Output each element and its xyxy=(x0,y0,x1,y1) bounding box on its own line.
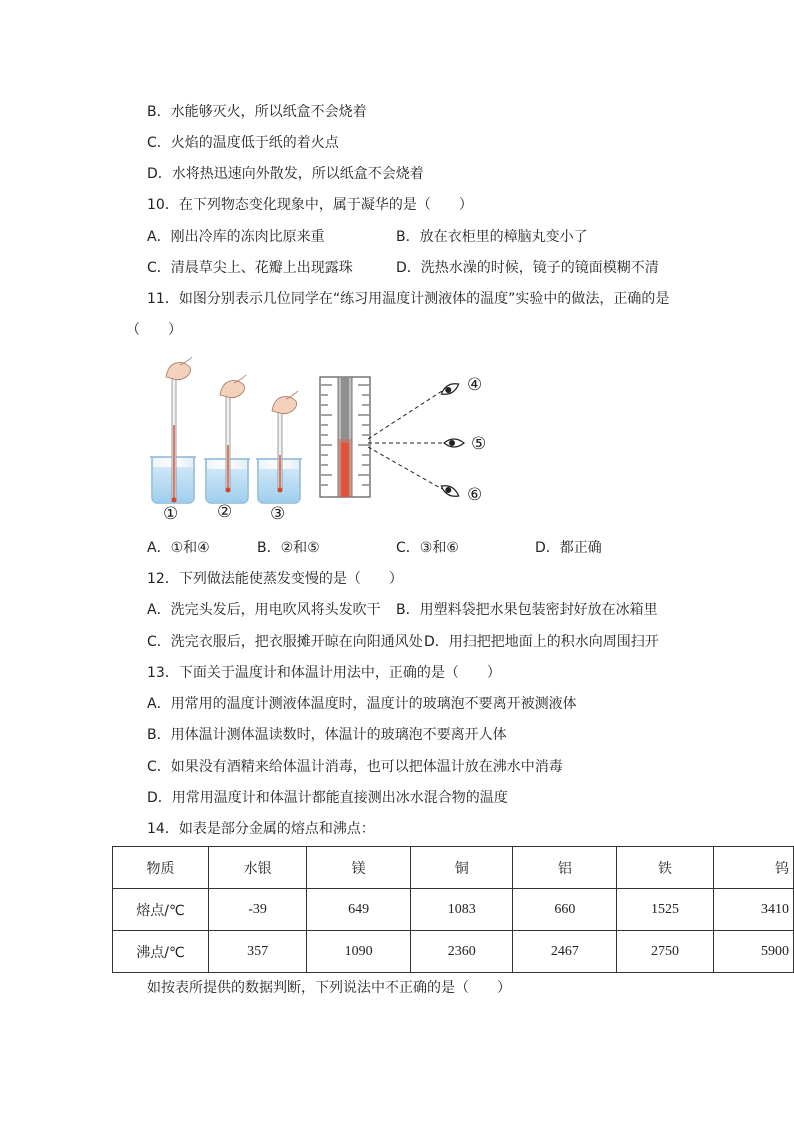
q12-option-b: B．用塑料袋把水果包装密封好放在冰箱里 xyxy=(396,602,658,618)
thermometer-experiment-figure xyxy=(140,355,500,525)
table-header-row xyxy=(113,847,794,889)
q14-follow-up: 如按表所提供的数据判断，下列说法中不正确的是（ ） xyxy=(147,980,511,996)
eye-icon-6 xyxy=(439,483,460,500)
q10-option-d: D．洗热水澡的时候，镜子的镜面模糊不清 xyxy=(396,260,659,276)
figure-label-4: ④ xyxy=(467,375,483,395)
table-cell: 357 xyxy=(209,931,307,973)
q11-option-b: B．②和⑤ xyxy=(257,540,320,556)
q10-option-c: C．清晨草尖上、花瓣上出现露珠 xyxy=(147,260,353,276)
table-cell: 2750 xyxy=(617,931,713,973)
q14-stem: 14．如表是部分金属的熔点和沸点： xyxy=(147,821,375,837)
table-cell: -39 xyxy=(209,889,307,931)
q13-option-b: B．用体温计测体温读数时，体温计的玻璃泡不要离开人体 xyxy=(147,727,507,743)
table-cell: 3410 xyxy=(713,889,793,931)
eye-icon-5 xyxy=(444,439,464,447)
q9-option-b: B．水能够灭火，所以纸盒不会烧着 xyxy=(147,104,367,120)
thermometer-3 xyxy=(278,411,283,493)
table-row xyxy=(113,889,794,931)
q10-option-b: B．放在衣柜里的樟脑丸变小了 xyxy=(396,229,588,245)
table-cell: 5900 xyxy=(713,931,793,973)
figure-label-6: ⑥ xyxy=(467,485,483,505)
table-cell: 2467 xyxy=(513,931,617,973)
table-cell: 沸点/℃ xyxy=(113,931,209,973)
figure-label-3: ③ xyxy=(270,504,286,524)
metals-table xyxy=(112,846,794,973)
table-header-cell: 铝 xyxy=(513,847,617,889)
q9-option-d: D．水将热迅速向外散发，所以纸盒不会烧着 xyxy=(147,166,424,182)
table-cell: 熔点/℃ xyxy=(113,889,209,931)
q10-option-a: A．刚出冷库的冻肉比原来重 xyxy=(147,229,325,245)
table-header-cell: 铁 xyxy=(617,847,713,889)
hand-3 xyxy=(272,391,298,414)
figure-label-1: ① xyxy=(163,504,179,524)
table-cell: 1525 xyxy=(617,889,713,931)
table-header-cell: 物质 xyxy=(113,847,209,889)
q13-option-a: A．用常用的温度计测液体温度时，温度计的玻璃泡不要离开被测液体 xyxy=(147,696,577,712)
q11-option-a: A．①和④ xyxy=(147,540,210,556)
q13-option-c: C．如果没有酒精来给体温计消毒，也可以把体温计放在沸水中消毒 xyxy=(147,759,563,775)
q10-stem: 10．在下列物态变化现象中，属于凝华的是（ ） xyxy=(147,197,473,213)
hand-2 xyxy=(220,375,246,398)
figure-label-2: ② xyxy=(217,502,233,522)
hand-1 xyxy=(166,357,192,380)
q11-option-c: C．③和⑥ xyxy=(396,540,459,556)
q9-option-c: C．火焰的温度低于纸的着火点 xyxy=(147,135,339,151)
table-header-cell: 镁 xyxy=(307,847,411,889)
figure-label-5: ⑤ xyxy=(471,434,487,454)
table-cell: 660 xyxy=(513,889,617,931)
q11-stem: 11．如图分别表示几位同学在“练习用温度计测液体的温度”实验中的做法，正确的是 xyxy=(147,291,670,307)
eye-icon-4 xyxy=(439,381,460,398)
q11-option-d: D．都正确 xyxy=(535,540,602,556)
q13-stem: 13．下面关于温度计和体温计用法中，正确的是（ ） xyxy=(147,665,501,681)
q12-stem: 12．下列做法能使蒸发变慢的是（ ） xyxy=(147,571,403,587)
q12-option-c: C．洗完衣服后，把衣服摊开晾在向阳通风处 xyxy=(147,634,423,650)
table-header-cell: 铜 xyxy=(411,847,513,889)
table-header-cell: 水银 xyxy=(209,847,307,889)
thermometer-1 xyxy=(172,377,177,503)
sight-lines xyxy=(368,391,446,489)
q13-option-d: D．用常用温度计和体温计都能直接测出冰水混合物的温度 xyxy=(147,790,508,806)
q12-option-a: A．洗完头发后，用电吹风将头发吹干 xyxy=(147,602,381,618)
table-row xyxy=(113,931,794,973)
q11-stem-cont: （ ） xyxy=(126,322,182,338)
thermometer-scale xyxy=(320,377,370,497)
thermometer-2 xyxy=(226,395,231,493)
table-cell: 1090 xyxy=(307,931,411,973)
table-cell: 1083 xyxy=(411,889,513,931)
q12-option-d: D．用扫把把地面上的积水向周围扫开 xyxy=(424,634,659,650)
table-header-cell: 钨 xyxy=(713,847,793,889)
table-cell: 2360 xyxy=(411,931,513,973)
table-cell: 649 xyxy=(307,889,411,931)
